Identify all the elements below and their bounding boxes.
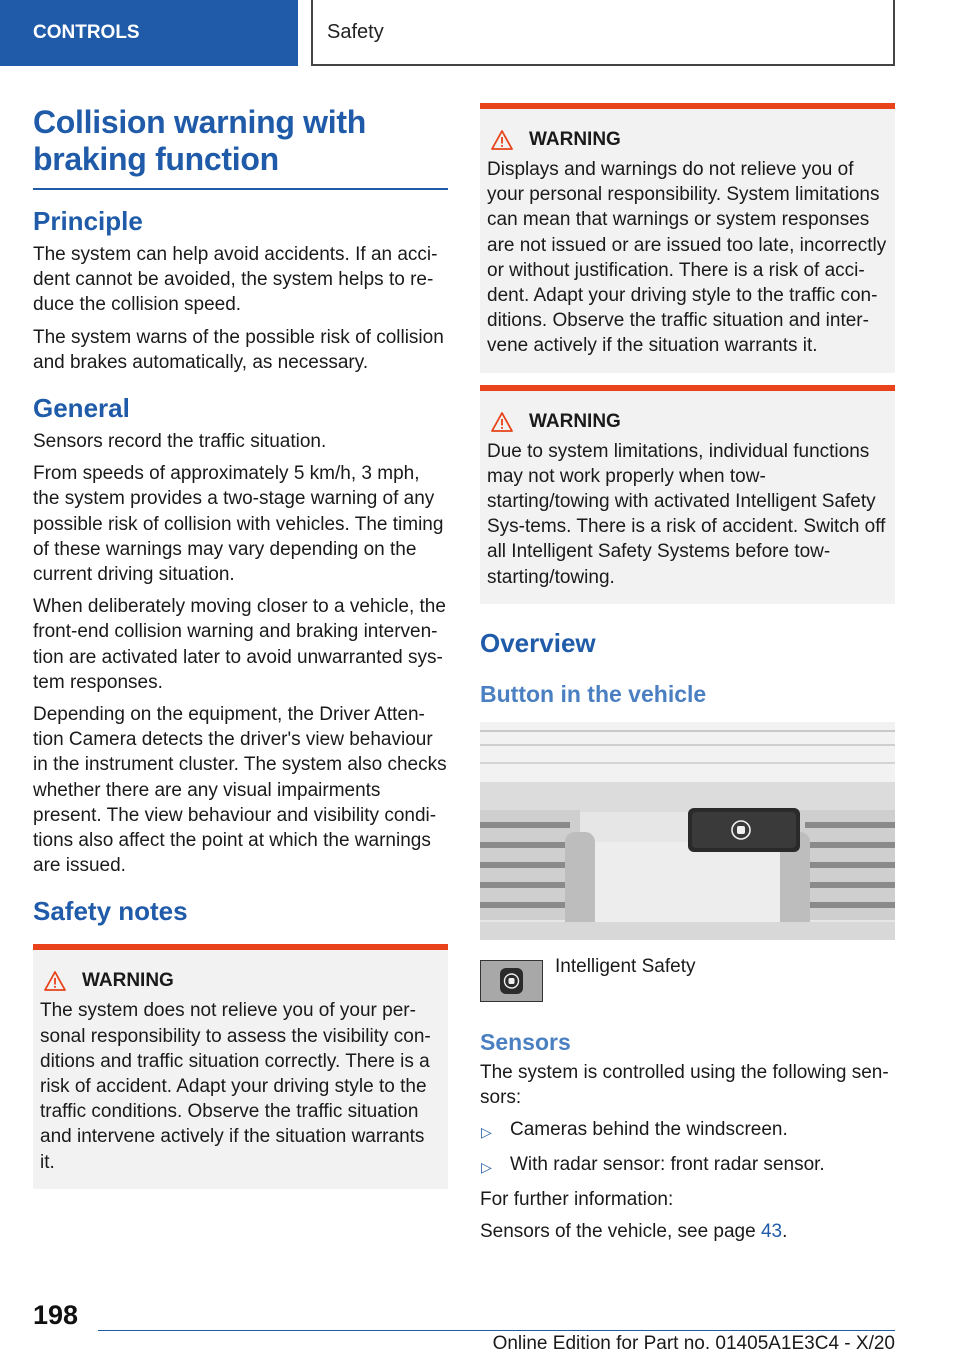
warning-triangle-icon xyxy=(491,130,513,150)
safety-notes-heading: Safety notes xyxy=(33,896,188,927)
triangle-right-icon: ▷ xyxy=(481,1159,492,1176)
header-chapter-label: Safety xyxy=(327,20,384,43)
sensors-heading: Sensors xyxy=(480,1028,571,1055)
principle-para-1: The system can help avoid accidents. If an acci-dent cannot be avoided, the system helps to re-duce the collision speed. xyxy=(33,244,438,316)
triangle-right-icon: ▷ xyxy=(481,1124,492,1141)
warning-box xyxy=(33,944,448,1188)
left-column xyxy=(33,100,448,1203)
warning-text: Due to system limitations, individual functions may not work properly when tow-starting/towing with activated Intelligent Safety Sys-tems. There is a risk of accident. Switch off all Intelligent Safety Systems before tow-starting/towing. xyxy=(487,440,886,588)
list-item-text: Cameras behind the windscreen. xyxy=(510,1119,788,1141)
general-para-4: Depending on the equipment, the Driver Atten-tion Camera detects the driver's view behaviour in the instrument cluster. The system also checks whether there are any visual impairments present. The view behaviour and visibility condi-tions also affect the point at which the warnings are issued. xyxy=(33,704,447,877)
button-label: Intelligent Safety xyxy=(555,955,696,977)
principle-para-2: The system warns of the possible risk of collision and brakes automatically, as necessary. xyxy=(33,326,444,373)
vehicle-button-photo xyxy=(480,722,895,940)
warning-text: Displays and warnings do not relieve you of your personal responsibility. System limitations can mean that warnings or system responses are not issued or are issued too late, incorrectly or without justification. There is a risk of acci-dent. Adapt your driving style to the traffic con-ditions. Observe the traffic situation and inter-vene actively if the situation warrants it. xyxy=(487,159,887,357)
general-para-1: Sensors record the traffic situation. xyxy=(33,431,327,453)
intelligent-safety-button[interactable] xyxy=(480,960,543,1002)
list-item xyxy=(480,1152,895,1180)
button-legend xyxy=(480,955,895,1002)
warning-triangle-icon xyxy=(491,412,513,432)
general-para-3: When deliberately moving closer to a vehicle, the front-end collision warning and braking interven-tion are activated later to avoid unwarranted sys-tem responses. xyxy=(33,596,446,693)
button-heading: Button in the vehicle xyxy=(480,680,707,707)
warning-box xyxy=(480,385,895,604)
sensors-reference xyxy=(480,1219,895,1244)
warning-box xyxy=(480,103,895,373)
warning-triangle-icon xyxy=(44,971,66,991)
list-item xyxy=(480,1117,895,1145)
right-column xyxy=(480,103,895,1252)
reference-text: Sensors of the vehicle, see page xyxy=(480,1221,761,1243)
further-info: For further information: xyxy=(480,1189,674,1211)
title-rule xyxy=(33,188,448,190)
warning-label: WARNING xyxy=(529,129,621,150)
page-title: Collision warning with braking function xyxy=(33,104,366,177)
page-link[interactable]: 43 xyxy=(760,1221,783,1243)
principle-heading: Principle xyxy=(33,206,143,236)
warning-header xyxy=(487,129,888,151)
warning-header xyxy=(40,970,441,992)
warning-header xyxy=(487,411,888,433)
warning-label: WARNING xyxy=(529,410,621,432)
header-section-tab xyxy=(0,0,298,66)
sensors-intro: The system is controlled using the following sen-sors: xyxy=(480,1061,889,1109)
header-chapter xyxy=(311,0,895,66)
page-number: 198 xyxy=(33,1300,79,1330)
warning-label: WARNING xyxy=(82,970,174,992)
footer-edition: Online Edition for Part no. 01405A1E3C4 - X/20 xyxy=(98,1330,895,1357)
overview-heading: Overview xyxy=(480,627,596,658)
reference-end: . xyxy=(782,1221,788,1243)
header-section-label: CONTROLS xyxy=(33,22,140,43)
list-item-text: With radar sensor: front radar sensor. xyxy=(510,1154,825,1176)
general-para-2: From speeds of approximately 5 km/h, 3 mph, the system provides a two-stage warning of any possible risk of collision with vehicles. The timing of these warnings may vary depending on the current driving situation. xyxy=(33,463,444,586)
general-heading: General xyxy=(33,393,130,424)
warning-text: The system does not relieve you of your per-sonal responsibility to assess the visibility con-ditions and traffic situation correctly. There is a risk of accident. Adapt your driving style to the traffic conditions. Observe the traffic situation and intervene actively if the situation warrants it. xyxy=(40,1000,431,1173)
sensors-list xyxy=(480,1117,895,1180)
